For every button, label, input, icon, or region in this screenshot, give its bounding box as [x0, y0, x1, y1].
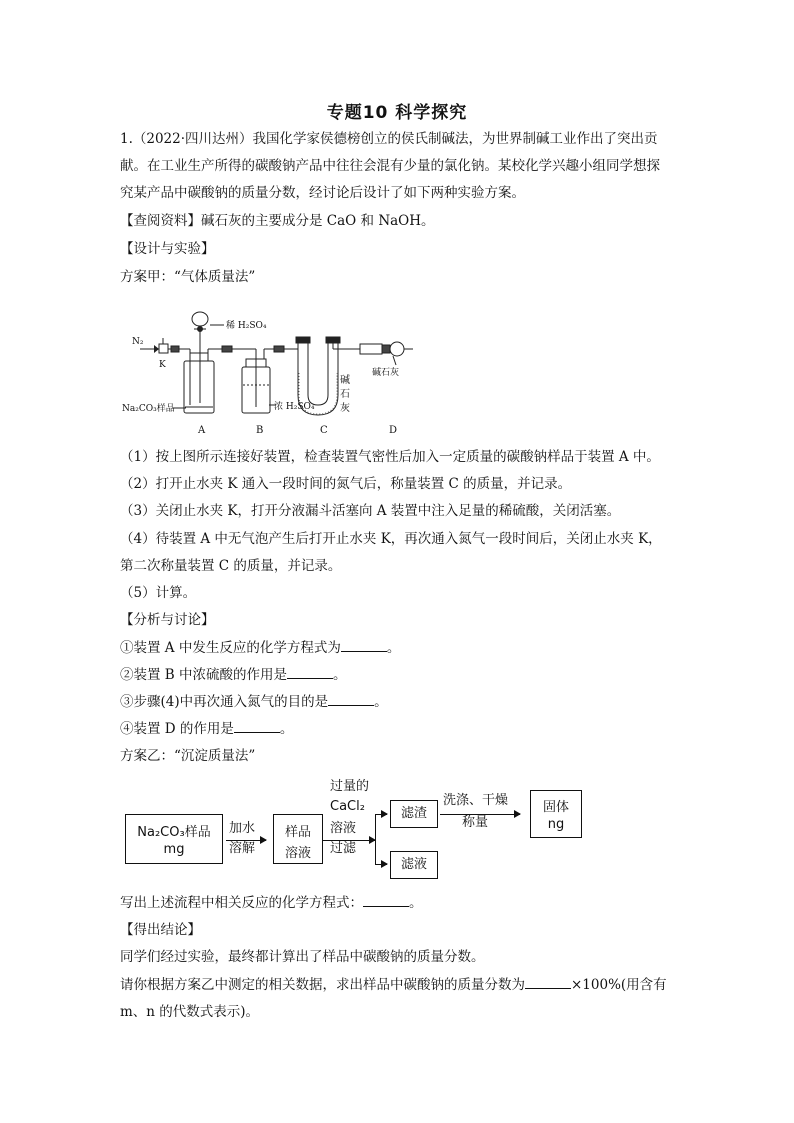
- question-1-end: 。: [386, 640, 401, 656]
- flow-reagent-2: CaCl₂: [330, 799, 365, 814]
- soda-lime-d-label: 碱石灰: [372, 368, 400, 378]
- flow-solution-1: 样品: [284, 825, 311, 840]
- label-b: B: [256, 425, 264, 436]
- dilute-acid-label: 稀 H₂SO₄: [226, 321, 267, 331]
- flow-arrow-filtrate: [375, 864, 387, 865]
- apparatus-diagram: [122, 303, 424, 439]
- flow-arrow-1: [226, 840, 266, 841]
- final-question-text: 请你根据方案乙中测定的相关数据，求出样品中碳酸钠的质量分数为: [120, 977, 525, 993]
- flowchart: [118, 776, 598, 884]
- flow-residue-box: 滤渣: [390, 800, 438, 828]
- flow-solid-box: [530, 790, 582, 838]
- question-1: [120, 639, 400, 657]
- question-1-text: ①装置 A 中发生反应的化学方程式为: [120, 640, 341, 656]
- flow-branch-line: [375, 814, 376, 864]
- final-question-end: ×100%(用含有: [571, 977, 667, 993]
- flow-add-water-2: 溶解: [229, 841, 256, 856]
- answer-blank[interactable]: [341, 639, 387, 652]
- flow-sample-text: Na₂CO₃样品: [137, 825, 211, 840]
- equation-prompt-text: 写出上述流程中相关反应的化学方程式：: [120, 895, 363, 911]
- final-question-cont: m、n 的代数式表示)。: [120, 1004, 260, 1020]
- conclusion-heading: 【得出结论】: [120, 922, 201, 938]
- question-2-text: ②装置 B 中浓硫酸的作用是: [120, 667, 288, 683]
- answer-blank[interactable]: [287, 666, 333, 679]
- answer-blank[interactable]: [234, 720, 280, 733]
- flow-solid-mass: ng: [547, 817, 565, 832]
- design-heading: 【设计与实验】: [120, 241, 215, 257]
- step-1: （1）按上图所示连接好装置，检查装置气密性后加入一定质量的碳酸钠样品于装置 A 中。: [120, 449, 660, 465]
- conc-acid-label: 浓 H₂SO₄: [274, 402, 315, 412]
- flow-filtrate-box: 滤液: [390, 851, 438, 879]
- flow-add-water-1: 加水: [229, 821, 256, 836]
- flow-reagent-1: 过量的: [330, 779, 370, 794]
- question-4-end: 。: [279, 721, 294, 737]
- flow-arrow-3: [440, 814, 520, 815]
- step-2: （2）打开止水夹 K 通入一段时间的氮气后，称量装置 C 的质量，并记录。: [120, 476, 572, 492]
- soda-lime-c-3: 灰: [340, 403, 350, 414]
- soda-lime-c-1: 碱: [340, 375, 350, 386]
- page-title: 专题10 科学探究: [326, 103, 468, 123]
- question-intro-line-3: 究某产品中碳酸钠的质量分数，经讨论后设计了如下两种实验方案。: [120, 185, 525, 201]
- question-2-end: 。: [333, 667, 347, 683]
- flow-solution-2: 溶液: [284, 846, 311, 861]
- answer-blank[interactable]: [328, 693, 374, 706]
- question-3-end: 。: [374, 694, 388, 710]
- question-4-text: ④装置 D 的作用是: [120, 721, 234, 737]
- step-4-cont: 第二次称量装置 C 的质量，并记录。: [120, 558, 342, 574]
- soda-lime-c-2: 石: [340, 389, 350, 400]
- flow-reagent-3: 溶液: [330, 821, 357, 836]
- flow-sample-mass: mg: [163, 842, 185, 857]
- plan-a-heading: 方案甲：“气体质量法”: [120, 269, 256, 285]
- valve-k-label: K: [159, 360, 166, 370]
- question-4: [120, 720, 293, 738]
- flow-arrow-residue: [375, 814, 387, 815]
- analysis-heading: 【分析与讨论】: [120, 612, 215, 628]
- flow-solid-text: 固体: [542, 800, 569, 815]
- question-2: [120, 666, 347, 684]
- label-c: C: [320, 425, 328, 436]
- equation-prompt: [120, 894, 423, 912]
- answer-blank[interactable]: [525, 976, 571, 989]
- label-d: D: [389, 425, 398, 436]
- flow-sample-box: [125, 814, 223, 864]
- final-question: [120, 976, 667, 994]
- step-5: （5）计算。: [120, 585, 197, 601]
- flow-reagent-4: 过滤: [330, 841, 357, 856]
- sample-label: Na₂CO₃样品: [122, 404, 175, 414]
- plan-b-heading: 方案乙：“沉淀质量法”: [120, 748, 256, 764]
- flow-solution-box: [273, 814, 323, 864]
- question-3-text: ③步骤(4)中再次通入氮气的目的是: [120, 694, 329, 710]
- question-3: [120, 693, 388, 711]
- conclusion-text: 同学们经过实验，最终都计算出了样品中碳酸钠的质量分数。: [120, 949, 485, 965]
- flow-wash-label: 洗涤、干燥: [443, 793, 509, 808]
- step-3: （3）关闭止水夹 K，打开分液漏斗活塞向 A 装置中注入足量的稀硫酸，关闭活塞。: [120, 503, 621, 519]
- question-intro-line-1: 1.（2022·四川达州）我国化学家侯德榜创立的侯氏制碱法，为世界制碱工业作出了突出贡: [120, 131, 658, 147]
- equation-prompt-end: 。: [409, 895, 423, 911]
- question-intro-line-2: 献。在工业生产所得的碳酸钠产品中往往会混有少量的氯化钠。某校化学兴趣小组同学想探: [120, 158, 660, 174]
- answer-blank[interactable]: [363, 894, 409, 907]
- step-4: （4）待装置 A 中无气泡产生后打开止水夹 K，再次通入氮气一段时间后，关闭止水夹 K，: [120, 531, 662, 547]
- label-a: A: [198, 425, 206, 436]
- flow-weigh-label: 称量: [462, 815, 489, 830]
- n2-label: N₂: [132, 337, 144, 347]
- info-section: 【查阅资料】碱石灰的主要成分是 CaO 和 NaOH。: [120, 213, 435, 229]
